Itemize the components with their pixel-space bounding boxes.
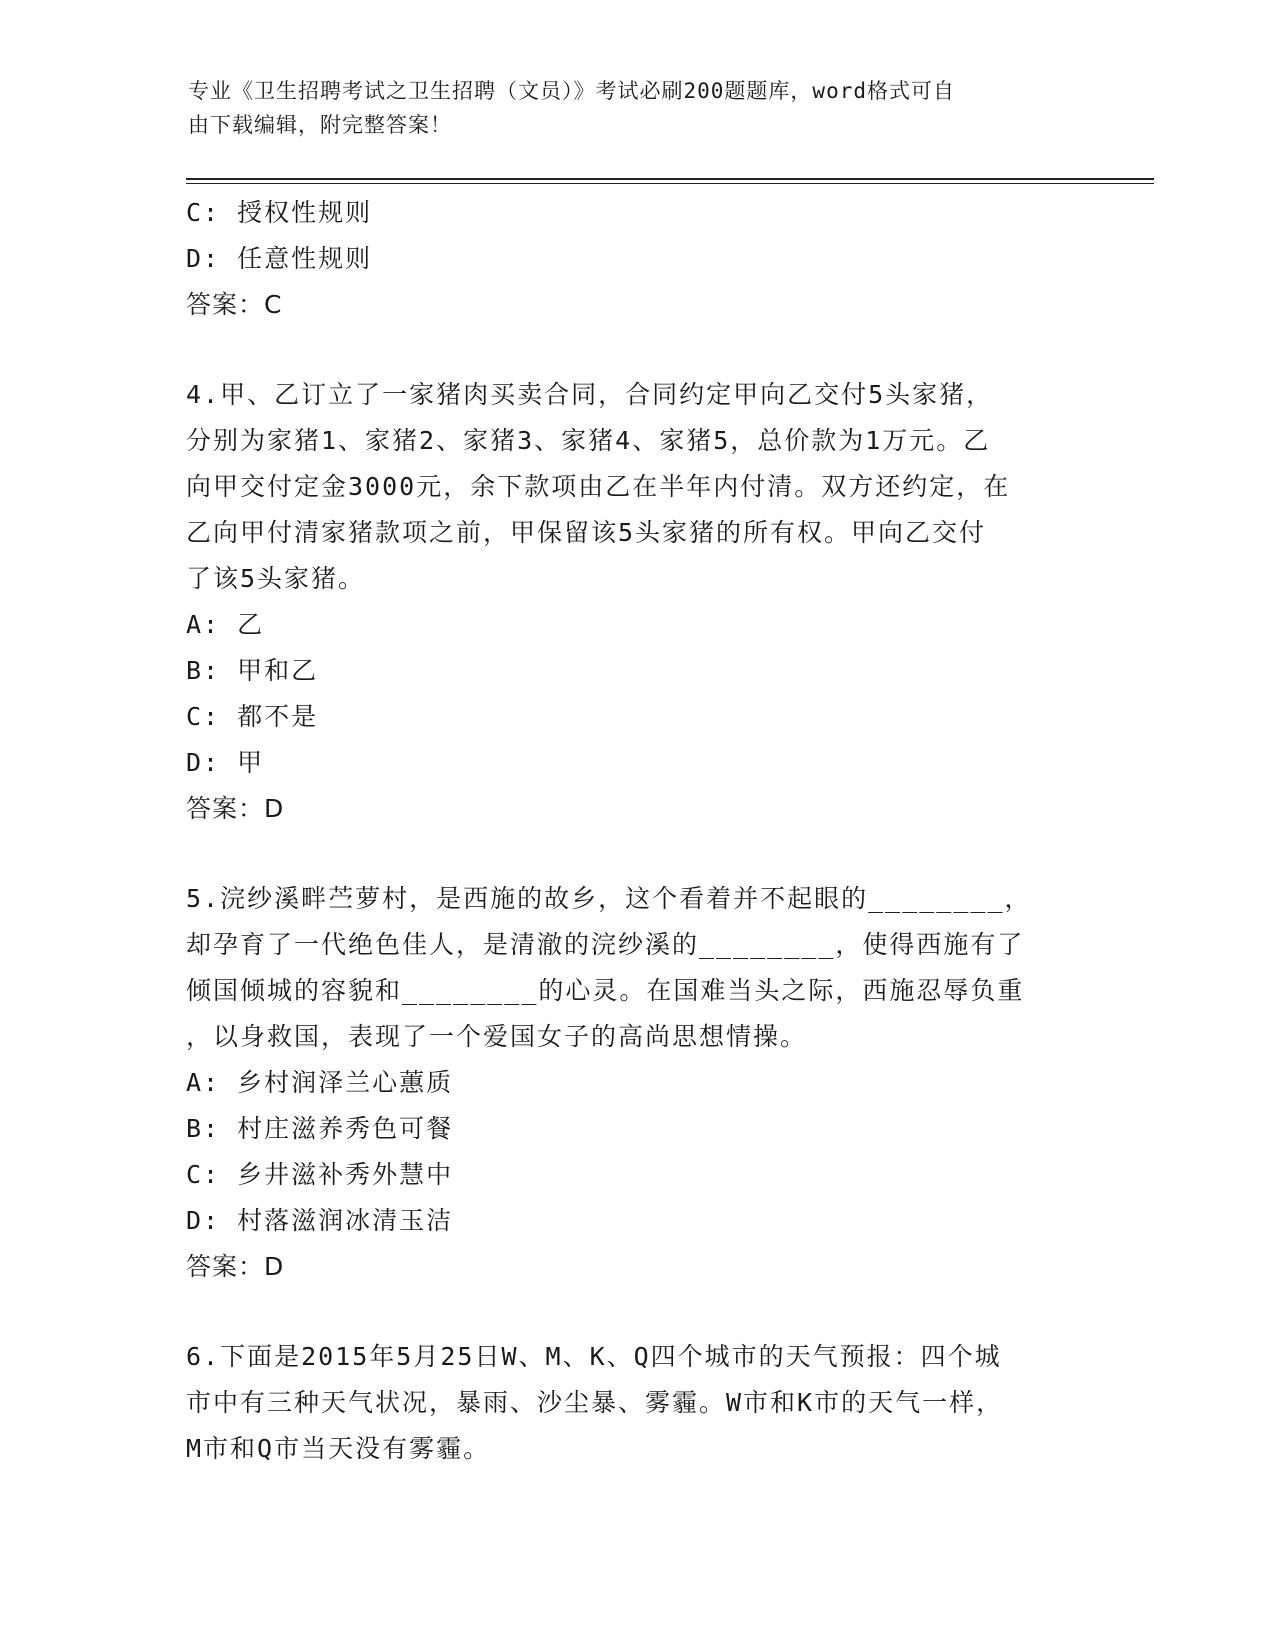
- question-stem-line: 5.浣纱溪畔苎萝村，是西施的故乡，这个看着并不起眼的________，: [186, 884, 1032, 913]
- question-stem-line: 却孕育了一代绝色佳人，是清澈的浣纱溪的________，使得西施有了: [186, 930, 1025, 959]
- option-a: A: 乡村润泽兰心蕙质: [186, 1068, 454, 1097]
- question-block-3: [186, 190, 1086, 328]
- answer-line: 答案：C: [186, 290, 283, 319]
- question-stem-line: 6.下面是2015年5月25日W、M、K、Q四个城市的天气预报：四个城: [186, 1342, 1002, 1371]
- option-c: C: 乡井滋补秀外慧中: [186, 1160, 454, 1189]
- option-d: D: 甲: [186, 748, 265, 777]
- option-d: D: 村落滋润冰清玉洁: [186, 1206, 454, 1235]
- question-stem-line: 分别为家猪1、家猪2、家猪3、家猪4、家猪5，总价款为1万元。乙: [186, 426, 991, 455]
- option-c: C: 都不是: [186, 702, 319, 731]
- option-d: D: 任意性规则: [186, 244, 373, 273]
- question-stem-line: 乙向甲付清家猪款项之前，甲保留该5头家猪的所有权。甲向乙交付: [186, 518, 987, 547]
- question-stem-line: M市和Q市当天没有雾霾。: [186, 1434, 491, 1463]
- question-content: [186, 190, 1086, 1472]
- option-b: B: 甲和乙: [186, 656, 319, 685]
- question-stem-line: 向甲交付定金3000元，余下款项由乙在半年内付清。双方还约定，在: [186, 472, 1011, 501]
- question-block-5: [186, 876, 1086, 1290]
- question-stem-line: 4.甲、乙订立了一家猪肉买卖合同，合同约定甲向乙交付5头家猪，: [186, 380, 994, 409]
- question-block-4: [186, 372, 1086, 832]
- question-stem-line: 了该5头家猪。: [186, 564, 366, 593]
- header-divider-thin: [186, 183, 1154, 184]
- option-a: A: 乙: [186, 610, 265, 639]
- option-b: B: 村庄滋养秀色可餐: [186, 1114, 454, 1143]
- header-line-1: 专业《卫生招聘考试之卫生招聘（文员）》考试必刷200题题库，word格式可自: [188, 79, 955, 103]
- header-divider-thick: [186, 178, 1154, 180]
- header-line-2: 由下载编辑，附完整答案！: [188, 113, 452, 137]
- question-stem-line: 倾国倾城的容貌和________的心灵。在国难当头之际，西施忍辱负重: [186, 976, 1025, 1005]
- answer-line: 答案：D: [186, 1252, 285, 1281]
- question-block-6: [186, 1334, 1086, 1472]
- document-header: [188, 74, 1088, 142]
- option-c: C: 授权性规则: [186, 198, 373, 227]
- question-stem-line: ，以身救国，表现了一个爱国女子的高尚思想情操。: [186, 1022, 808, 1051]
- answer-line: 答案：D: [186, 794, 285, 823]
- question-stem-line: 市中有三种天气状况，暴雨、沙尘暴、雾霾。W市和K市的天气一样，: [186, 1388, 1004, 1417]
